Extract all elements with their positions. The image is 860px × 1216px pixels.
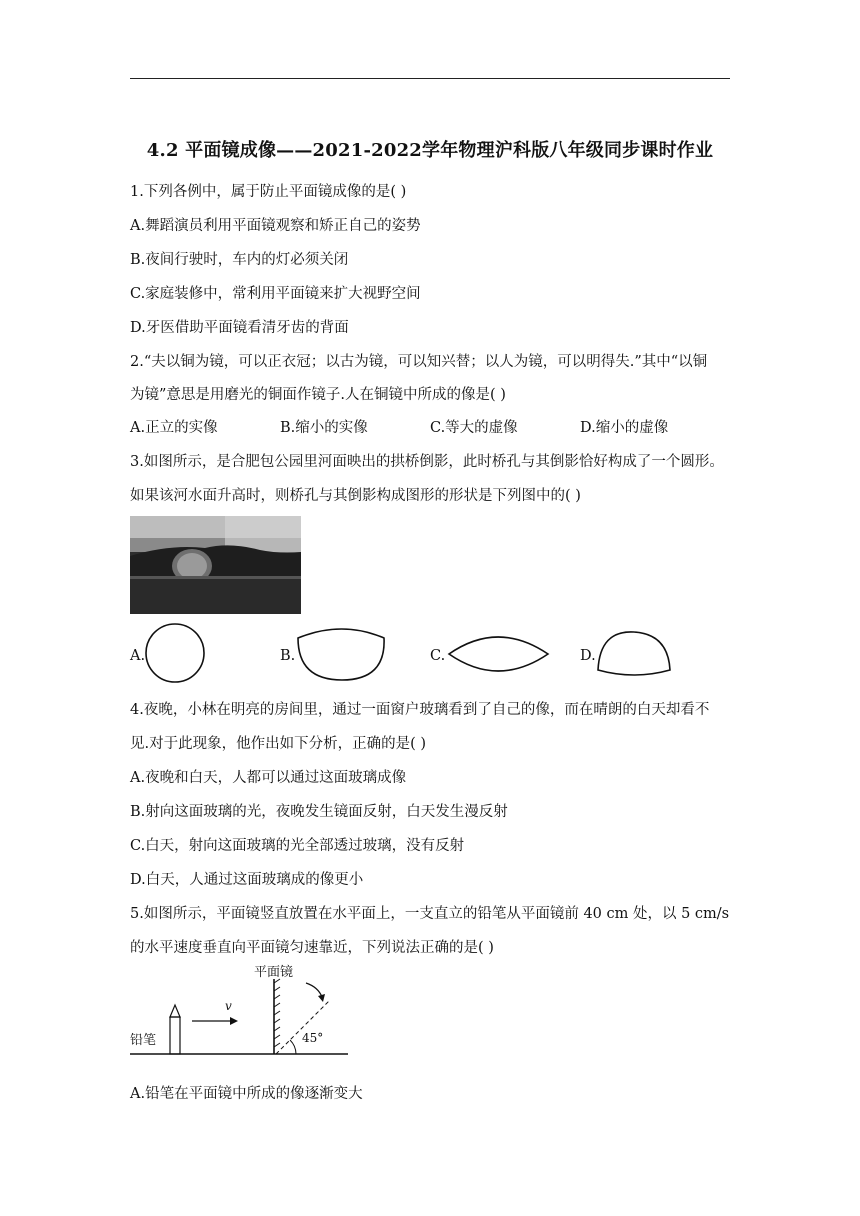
q5-option-a: A.铅笔在平面镜中所成的像逐渐变大 [130,1086,363,1102]
bowl-shape-icon [294,622,390,684]
q2-options [130,416,730,436]
q5-stem-line1: 5.如图所示，平面镜竖直放置在水平面上，一支直立的铅笔从平面镜前 40 cm 处，以 5 cm/s [130,906,730,922]
q2-option-c: C.等大的虚像 [430,420,518,436]
q2-option-a: A.正立的实像 [130,420,218,436]
q3-option-a-figure [130,622,220,684]
q3-stem-line2: 如果该河水面升高时，则桥孔与其倒影构成图形的形状是下列图中的( ) [130,488,581,504]
dome-shape-icon [594,626,674,682]
q4-option-a: A.夜晚和白天，人都可以通过这面玻璃成像 [130,770,407,786]
q1-option-a: A.舞蹈演员利用平面镜观察和矫正自己的姿势 [130,218,421,234]
q1-option-c: C.家庭装修中，常利用平面镜来扩大视野空间 [130,286,421,302]
page-title: 4.2 平面镜成像——2021-2022学年物理沪科版八年级同步课时作业 [146,140,714,161]
q3-option-d-figure [580,622,680,684]
q3-option-b-label: B. [280,648,296,664]
q3-option-c-figure [430,622,560,684]
header-rule [130,78,730,79]
bridge-reflection-photo [130,516,301,614]
circle-shape-icon [144,622,208,684]
q4-option-d: D.白天，人通过这面玻璃成的像更小 [130,872,364,888]
q4-option-c: C.白天，射向这面玻璃的光全部透过玻璃，没有反射 [130,838,465,854]
q3-option-a-label: A. [130,648,146,664]
mirror-label: 平面镜 [254,965,294,980]
q1-option-d: D.牙医借助平面镜看清牙齿的背面 [130,320,349,336]
q1-stem: 1.下列各例中，属于防止平面镜成像的是( ) [130,184,407,200]
q5-stem-line2: 的水平速度垂直向平面镜匀速靠近，下列说法正确的是( ) [130,940,494,956]
mirror-pencil-figure [130,965,350,1060]
q4-stem-line2: 见.对于此现象，他作出如下分析，正确的是( ) [130,736,427,752]
q2-option-d: D.缩小的虚像 [580,420,669,436]
q4-option-b: B.射向这面玻璃的光，夜晚发生镜面反射，白天发生漫反射 [130,804,508,820]
q4-stem-line1: 4.夜晚，小林在明亮的房间里，通过一面窗户玻璃看到了自己的像，而在晴朗的白天却看不 [130,702,710,718]
q2-stem-line2: 为镜”意思是用磨光的铜面作镜子.人在铜镜中所成的像是( ) [130,387,506,403]
q2-option-b: B.缩小的实像 [280,420,368,436]
q3-option-d-label: D. [580,648,596,664]
q2-stem-line1: 2.“夫以铜为镜，可以正衣冠；以古为镜，可以知兴替；以人为镜，可以明得失.”其中“以铜 [130,354,708,370]
q3-stem-line1: 3.如图所示，是合肥包公园里河面映出的拱桥倒影，此时桥孔与其倒影恰好构成了一个圆形。 [130,454,724,470]
angle-label: 45° [302,1031,324,1045]
lens-shape-icon [446,628,552,680]
q3-option-c-label: C. [430,648,446,664]
pencil-label: 铅笔 [130,1033,157,1048]
velocity-label: v [225,999,232,1013]
q3-option-b-figure [280,622,400,684]
q1-option-b: B.夜间行驶时，车内的灯必须关闭 [130,252,349,268]
